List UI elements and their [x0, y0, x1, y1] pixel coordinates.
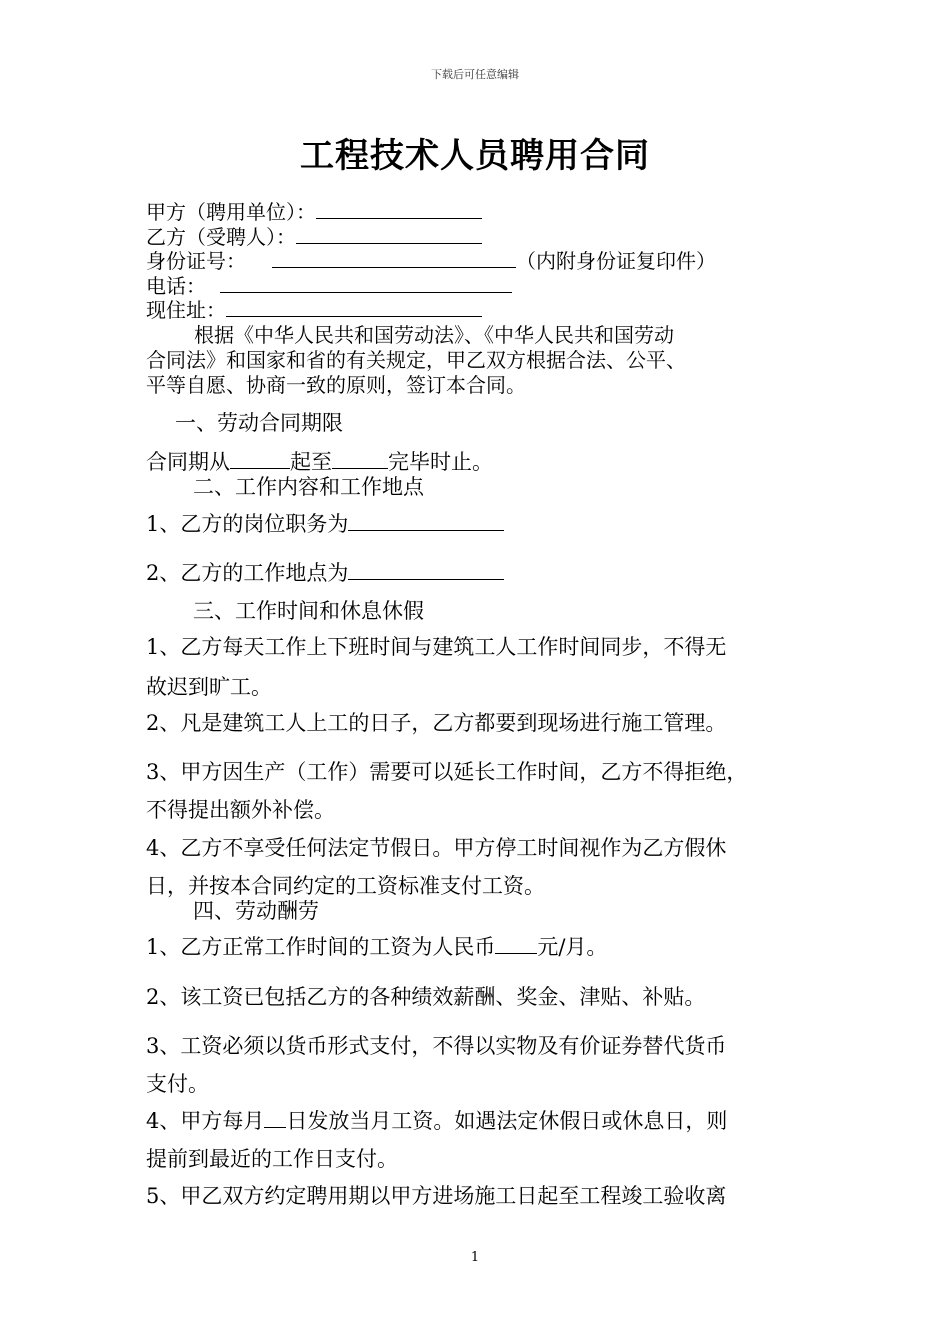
section-4-heading: 四、劳动酬劳	[193, 899, 319, 923]
period-from-blank[interactable]	[230, 450, 290, 469]
s3-item2: 2、凡是建筑工人上工的日子，乙方都要到现场进行施工管理。	[146, 711, 727, 735]
s3-item4-line2: 日，并按本合同约定的工资标准支付工资。	[146, 874, 545, 898]
work-place-label: 2、乙方的工作地点为	[146, 561, 349, 585]
payday-line	[146, 1108, 727, 1134]
s3-item4-line1: 4、乙方不享受任何法定节假日。甲方停工时间视作为乙方假休	[146, 836, 727, 860]
salary-unit: 元/月。	[537, 935, 608, 959]
party-a-label: 甲方（聘用单位）：	[146, 200, 316, 224]
s4-item3-line1: 3、工资必须以货币形式支付，不得以实物及有价证券替代货币	[146, 1034, 727, 1058]
work-place-line	[146, 560, 504, 586]
party-b-label: 乙方（受聘人）：	[146, 225, 296, 249]
intro-line-2: 合同法》和国家和省的有关规定，甲乙双方根据合法、公平、	[146, 348, 686, 372]
salary-line	[146, 934, 607, 960]
page-title: 工程技术人员聘用合同	[300, 136, 650, 176]
position-line	[146, 511, 504, 537]
id-line	[146, 249, 716, 273]
party-b-line	[146, 225, 482, 249]
party-a-blank[interactable]	[316, 200, 482, 219]
payday-label: 4、甲方每月	[146, 1109, 265, 1133]
s3-item1-line2: 故迟到旷工。	[146, 675, 272, 699]
period-to-label: 起至	[290, 450, 332, 474]
s4-item5-line1: 5、甲乙双方约定聘用期以甲方进场施工日起至工程竣工验收离	[146, 1184, 727, 1208]
position-label: 1、乙方的岗位职务为	[146, 512, 349, 536]
section-1-heading: 一、劳动合同期限	[175, 411, 343, 435]
position-blank[interactable]	[348, 512, 504, 531]
s3-item3-line2: 不得提出额外补偿。	[146, 798, 335, 822]
s3-item1-line1: 1、乙方每天工作上下班时间与建筑工人工作时间同步，不得无	[146, 635, 727, 659]
period-from-label: 合同期从	[146, 450, 230, 474]
address-blank[interactable]	[226, 298, 482, 317]
phone-line	[146, 274, 512, 298]
address-label: 现住址：	[146, 298, 226, 322]
contract-period-line	[146, 449, 493, 475]
phone-blank[interactable]	[220, 274, 512, 293]
salary-label: 1、乙方正常工作时间的工资为人民币	[146, 935, 496, 959]
id-blank[interactable]	[272, 249, 516, 268]
party-b-blank[interactable]	[296, 225, 482, 244]
address-line	[146, 298, 482, 322]
s4-item4-line2: 提前到最近的工作日支付。	[146, 1147, 398, 1171]
party-a-line	[146, 200, 482, 224]
payday-text: 日发放当月工资。如遇法定休假日或休息日，则	[286, 1109, 728, 1133]
id-label: 身份证号：	[146, 249, 246, 273]
s4-item3-line2: 支付。	[146, 1072, 209, 1096]
page-number: 1	[470, 1250, 480, 1265]
intro-line-1: 根据《中华人民共和国劳动法》、《中华人民共和国劳动	[194, 323, 674, 347]
salary-blank[interactable]	[495, 935, 537, 954]
id-note: （内附身份证复印件）	[516, 249, 716, 273]
section-3-heading: 三、工作时间和休息休假	[193, 599, 424, 623]
phone-label: 电话：	[146, 274, 206, 298]
intro-line-3: 平等自愿、协商一致的原则，签订本合同。	[146, 373, 526, 397]
work-place-blank[interactable]	[348, 561, 504, 580]
payday-blank[interactable]	[264, 1109, 286, 1128]
section-2-heading: 二、工作内容和工作地点	[193, 475, 424, 499]
period-to-blank[interactable]	[332, 450, 388, 469]
s4-item2: 2、该工资已包括乙方的各种绩效薪酬、奖金、津贴、补贴。	[146, 985, 706, 1009]
header-note: 下载后可任意编辑	[431, 68, 519, 81]
period-end-label: 完毕时止。	[388, 450, 493, 474]
s3-item3-line1: 3、甲方因生产（工作）需要可以延长工作时间，乙方不得拒绝，	[146, 760, 748, 784]
